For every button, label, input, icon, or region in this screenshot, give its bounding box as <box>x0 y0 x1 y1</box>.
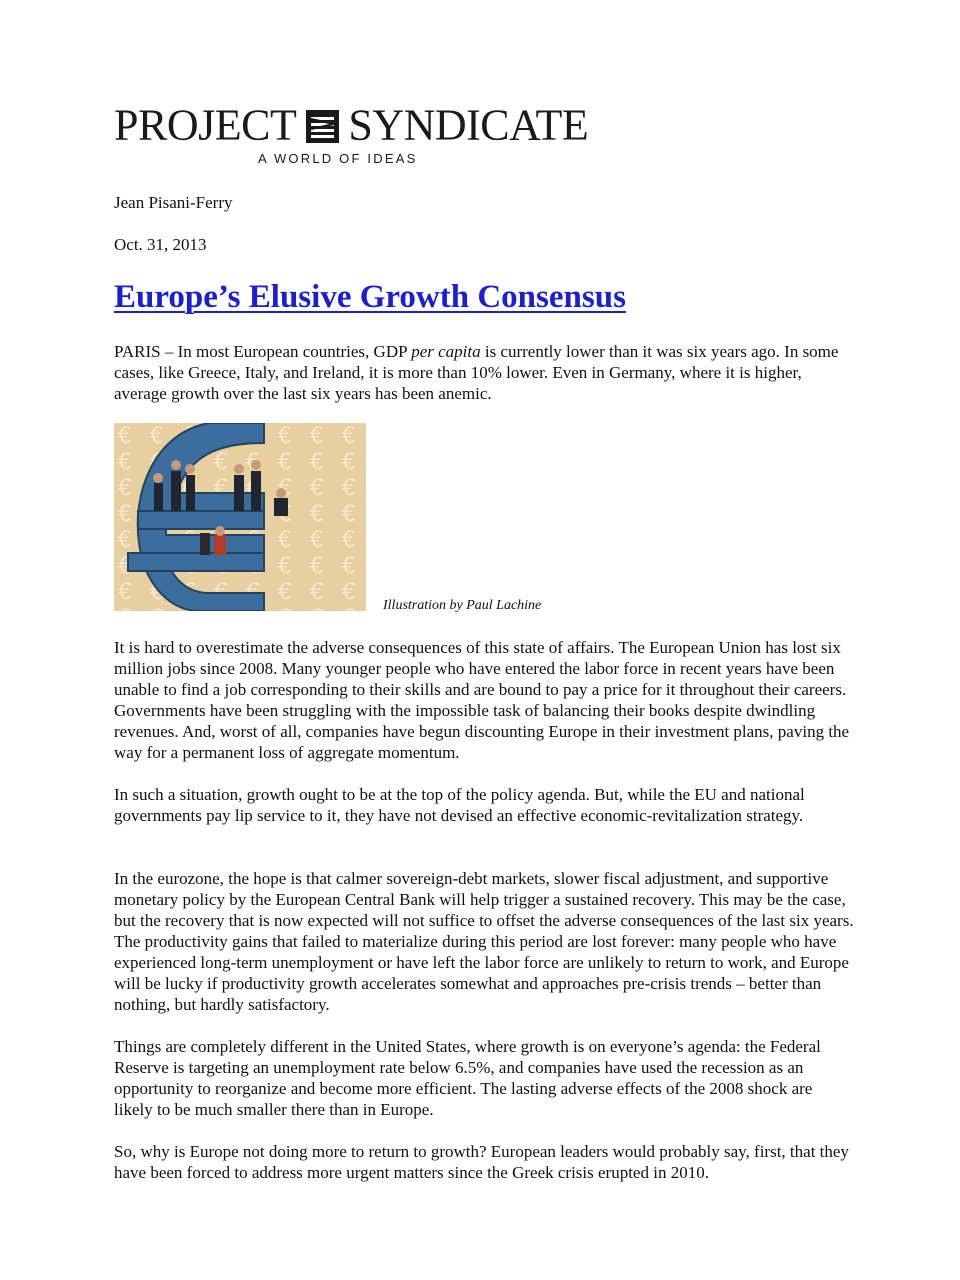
brand-name-right: SYNDICATE <box>348 99 589 150</box>
article-illustration <box>114 423 366 611</box>
euro-illustration-image <box>114 423 366 611</box>
brand-tagline: A WORLD OF IDEAS <box>258 151 418 166</box>
paragraph-3: In such a situation, growth ought to be at the top of the policy agenda. But, while the EU and national governments pay lip service to it, they have not devised an effective economic-revitalization strategy. <box>114 785 805 825</box>
paragraph-6: So, why is Europe not doing more to return to growth? European leaders would probably say, first, that they have been forced to address more urgent matters since the Greek crisis erupted in 2010. <box>114 1142 849 1182</box>
paragraph-1-text-a: PARIS – In most European countries, GDP <box>114 342 412 361</box>
paragraph-5: Things are completely different in the United States, where growth is on everyone’s agenda: the Federal Reserve is targeting an unemployment rate below 6.5%, and companies have used the recession as an opportunity to reorganize and become more efficient. The lasting adverse effects of the 2008 shock are likely to be much smaller there than in Europe. <box>114 1037 821 1119</box>
brand-name-left: PROJECT <box>114 99 297 150</box>
article-date: Oct. 31, 2013 <box>114 235 207 254</box>
article-title-link[interactable]: Europe’s Elusive Growth Consensus <box>114 279 626 315</box>
paragraph-4: In the eurozone, the hope is that calmer sovereign-debt markets, slower fiscal adjustment, and supportive monetary policy by the European Central Bank will help trigger a sustained recovery. This may be the case, but the recovery that is now expected will not suffice to offset the adverse consequences of the last six years. The productivity gains that failed to materialize during this period are lost forever: many people who have experienced long-term unemployment or have left the labor force are unlikely to return to work, and Europe will be lucky if productivity growth accelerates somewhat and approaches pre-crisis trends – better than nothing, but hardly satisfactory. <box>114 869 854 1014</box>
brand-logo[interactable] <box>114 99 644 169</box>
brand-mark-icon <box>306 110 339 143</box>
illustration-caption: Illustration by Paul Lachine <box>383 598 542 613</box>
paragraph-1-emphasis: per capita <box>411 342 481 361</box>
paragraph-2: It is hard to overestimate the adverse consequences of this state of affairs. The European Union has lost six million jobs since 2008. Many younger people who have entered the labor force in recent years have been unable to find a job corresponding to their skills and are bound to pay a price for it throughout their careers. Governments have been struggling with the impossible task of balancing their books despite dwindling revenues. And, worst of all, companies have begun discounting Europe in their investment plans, paving the way for a permanent loss of aggregate momentum. <box>114 638 850 762</box>
article-author: Jean Pisani-Ferry <box>114 193 233 212</box>
paragraph-1-text-b: is currently lower than it was six years ago. In some cases, like Greece, Italy, and Ireland, it is more than 10% lower. Even in Germany, where it is higher, average growth over the last six years has been anemic. <box>114 342 839 403</box>
paragraph-1 <box>114 341 852 404</box>
